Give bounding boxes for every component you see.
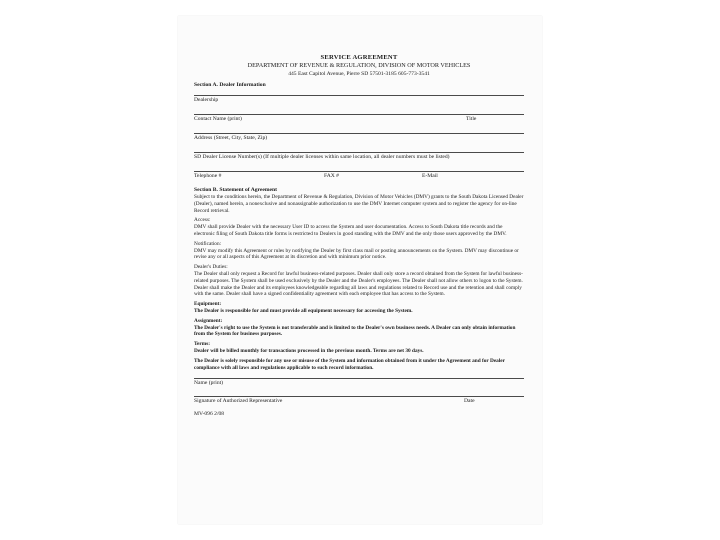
terms-heading: Terms: [194,341,210,348]
phone-fax-email-field[interactable] [194,164,524,183]
signature-field[interactable] [194,389,524,407]
agreement-intro: Subject to the conditions herein, the Department of Revenue & Regulation, Division of Motor Vehicles (DMV) grants to the South Dakota Licensed Dealer (Dealer), named herein, a nonexclusive and nonassignable authorization to use the DMV Internet computer system and to register the agency for on-line Record retrieval. [194,194,524,214]
access-text: DMV shall provide Dealer with the necessary User ID to access the System and user documentation. Access to South Dakota title records and the electronic filing of South Dakota title forms is restricted to Dealers in good standing with the DMV and the only those users approved by the DMV. [194,224,507,237]
name-print-field[interactable] [194,371,524,389]
address-label: Address (Street, City, State, Zip) [194,135,268,141]
equipment-block [194,301,524,315]
title-label: Title [466,116,477,122]
dealership-field[interactable] [194,88,524,107]
service-agreement-form [194,54,524,417]
date-label: Date [464,398,475,405]
form-number: MV-096 2/08 [194,411,225,418]
signature-label: Signature of Authorized Representative [194,398,283,405]
fax-label: FAX # [324,173,339,179]
department-address: 445 East Capitol Avenue, Pierre SD 57501-3185 605-773-3541 [288,71,430,77]
assignment-heading: Assignment: [194,317,223,324]
department-name: DEPARTMENT OF REVENUE & REGULATION, DIVISION OF MOTOR VEHICLES [247,62,471,69]
address-field[interactable] [194,126,524,145]
form-title: SERVICE AGREEMENT [320,54,398,61]
license-number-label: SD Dealer License Number(s) (If multiple dealer licenses within same location, all dealer numbers must be listed) [194,154,450,160]
equipment-heading: Equipment: [194,301,222,308]
terms-block [194,341,524,355]
phone-fax-email-line [194,171,524,172]
notification-text: DMV may modify this Agreement or rules by notifying the Dealer by first class mail or posting announcements on the System. DMV may discontinue or revise any or all aspects of this Agreement at its discretion and with minimum prior notice. [194,247,519,261]
contact-name-field[interactable] [194,107,524,126]
dealer-duties-heading: Dealer's Duties: [194,264,228,271]
notification-block [194,241,524,261]
telephone-label: Telephone # [194,173,222,179]
equipment-text: The Dealer is responsible for and must provide all equipment necessary for accessing the System. [194,307,413,314]
contact-name-line [194,114,524,115]
section-a-heading: Section A. Dealer Information [194,82,266,88]
assignment-block [194,318,524,338]
name-print-line [194,378,524,379]
section-b-heading: Section B. Statement of Agreement [194,187,278,193]
contact-name-label: Contact Name (print) [194,116,242,122]
dealer-duties-text: The Dealer shall only request a Record for lawful business-related purposes. Dealer shall only store a record obtained from the System for lawful business-related purposes. The System shall be used exclusively by the Dealer and the Dealer's employees. The Dealer shall not allow others to logon to the System. Dealer shall make the Dealer and its employees knowledgeable regarding all laws and regulations related to Record use and the retention and shall comply with the same. Dealer shall have a signed confidentiality agreement with each employee that has access to the System. [194,270,523,298]
responsibility-text: The Dealer is solely responsible for any use or misuse of the System and information obtained from it under the Agreement and for Dealer compliance with all laws and regulations applicable to such record information. [194,357,505,371]
notification-heading: Notification: [194,240,222,247]
dealer-duties-block [194,264,524,298]
form-header [194,54,524,78]
terms-text: Dealer will be billed monthly for transactions processed in the previous month. Terms are net 30 days. [194,347,424,354]
address-line [194,133,524,134]
license-number-field[interactable] [194,145,524,164]
name-print-label: Name (print) [194,380,224,387]
dealership-label: Dealership [194,97,219,103]
access-heading: Access: [194,217,211,224]
email-label: E-Mail [422,173,438,179]
dealership-line [194,95,524,96]
access-block [194,217,524,237]
assignment-text: The Dealer's right to use the System is not transferable and is limited to the Dealer's own business needs. A Dealer can only obtain information from the System for business purposes. [194,324,516,338]
license-number-line [194,152,524,153]
